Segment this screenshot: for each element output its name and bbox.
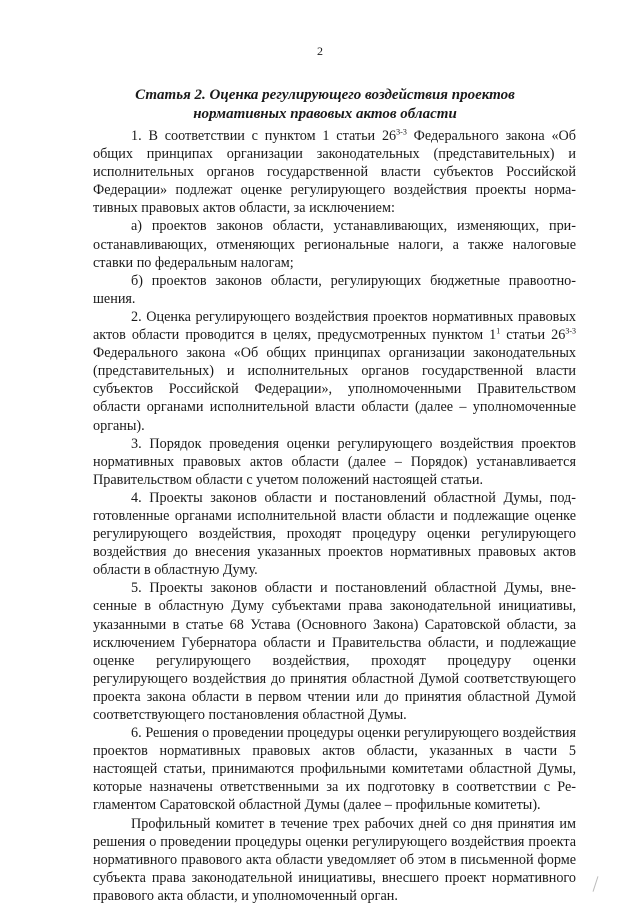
paragraph-1-b: б) проектов законов области, регулирующих бюджетные правоотношения.	[93, 272, 576, 307]
superscript: 3-3	[396, 127, 407, 137]
scan-mark	[593, 876, 599, 892]
article-title	[90, 86, 560, 124]
paragraph-3: 3. Порядок проведения оценки регулирующего воздействия проектов нормативных правовых актов области (далее – Порядок) устанавливается Правительством области с учетом положений настоящей статьи.	[93, 435, 576, 488]
paragraph-1-a: а) проектов законов области, устанавливающих, изменяющих, приостанавливающих, отменяющих региональные налоги, а также налоговые ставки по федеральным налогам;	[93, 218, 576, 271]
article-title-line-1: Статья 2. Оценка регулирующего воздействия проектов	[135, 87, 515, 103]
superscript: 3-3	[565, 326, 576, 336]
superscript: 1	[496, 326, 501, 336]
paragraph-2: 2. Оценка регулирующего воздействия проектов нормативных правовых актов области проводится в целях, предусмотренных пунктом $1^1$ статьи 26$^{3-3}$ Федерального закона «Об общих принципах организации законодательных (представительных) и исполнительных органов государственной власти субъектов Российской Федерации», уполномоченными Правительством области органами исполнительной власти области (далее – уполномоченные органы).	[93, 308, 576, 434]
paragraph-7: Профильный комитет в течение трех рабочих дней со дня принятия им решения о проведении процедуры оценки регулирующего воздействия проекта нормативного правового акта области уведомляет об этом в письменной форме субъекта права законодательной инициативы, внесшего проект нормативного правового акта области, и уполномоченный орган.	[93, 815, 576, 904]
paragraph-6: 6. Решения о проведении процедуры оценки регулирующего воздействия проектов нормативных правовых актов области, указанных в части 5 настоящей статьи, принимаются профильными комитетами областной Думы, которые назначены ответственными за их подготовку в соответствии с Регламентом Саратовской областной Думы (далее – профильные комитеты).	[93, 725, 576, 814]
article-body	[93, 127, 576, 905]
article-title-line-2: нормативных правовых актов области	[193, 106, 457, 122]
paragraph-1: 1. В соответствии с пунктом 1 статьи 26$^{3-3}$ Федерального закона «Об общих принципах организации законодательных (представительных) и исполнительных органов государственной власти субъектов Российской Федерации» подлежат оценке регулирующего воздействия проекты нормативных правовых актов области, за исключением:	[93, 127, 577, 217]
paragraph-4: 4. Проекты законов области и постановлений областной Думы, подготовленные органами исполнительной власти области и подлежащие оценке регулирующего воздействия, проходят процедуру оценки регулирующего воздействия до внесения указанных проектов нормативных правовых актов области в областную Думу.	[93, 489, 576, 579]
page-number: 2	[317, 44, 323, 58]
paragraph-5: 5. Проекты законов области и постановлений областной Думы, внесенные в областную Думу субъектами права законодательной инициативы, указанными в статье 68 Устава (Основного Закона) Саратовской области, за исключением Губернатора области и Правительства области, и подлежащие оценке регулирующего воздействия, проходят процедуру оценки регулирующего воздействия до принятия областной Думой соответствующего проекта закона области в первом чтении или до принятия областной Думой соответствующего постановления областной Думы.	[93, 580, 576, 723]
